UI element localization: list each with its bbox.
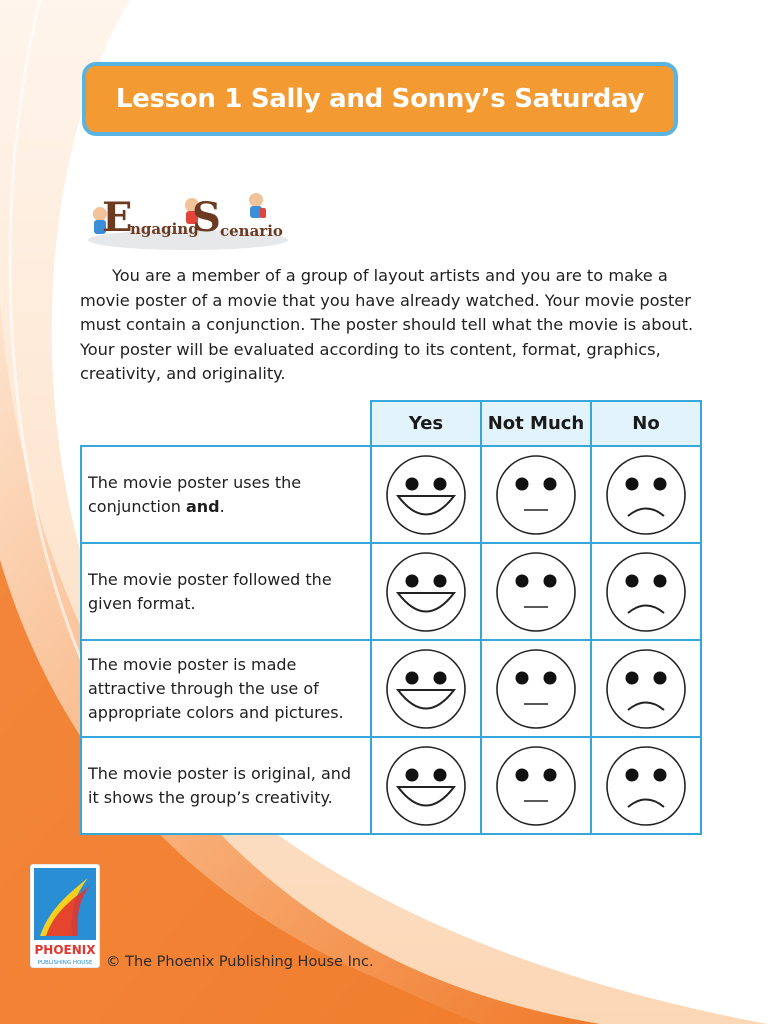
criterion-text-end: . — [219, 496, 225, 516]
rubric-row — [81, 737, 701, 834]
rating-cell-sad[interactable] — [591, 543, 701, 640]
logo-letter-s: S — [192, 194, 221, 241]
rating-cell-sad[interactable] — [591, 446, 701, 543]
rubric-row — [81, 543, 701, 640]
happy-face-icon — [384, 453, 468, 537]
phoenix-logo-sub: PUBLISHING HOUSE — [37, 960, 93, 966]
sad-face-icon — [604, 744, 688, 828]
rating-cell-happy[interactable] — [371, 446, 481, 543]
rubric-header-row — [81, 401, 701, 446]
sad-face-icon — [604, 647, 688, 731]
logo-letter-e: E — [102, 194, 133, 241]
criterion-text-part: The movie poster is original, and it shows the group’s creativity. — [88, 763, 352, 807]
criterion-keyword: and — [185, 496, 220, 516]
scenario-paragraph: You are a member of a group of layout artists and you are to make a movie poster of a movie that you have already watched. Your movie poster must contain a conjunction. The poster should tell what the movie is about. Your poster will be evaluated according to its content, format, graphics, creativity, and originality. — [80, 266, 694, 383]
happy-face-icon — [384, 550, 468, 634]
rubric-table — [80, 400, 702, 835]
lesson-title: Lesson 1 Sally and Sonny’s Saturday — [115, 84, 645, 114]
rating-cell-sad[interactable] — [591, 737, 701, 834]
copyright-notice: © The Phoenix Publishing House Inc. — [106, 954, 374, 970]
lesson-title-banner — [82, 62, 678, 136]
neutral-face-icon — [494, 647, 578, 731]
rubric-header-blank — [81, 401, 371, 446]
phoenix-logo-icon — [30, 864, 100, 968]
sad-face-icon — [604, 550, 688, 634]
criterion-text — [81, 640, 371, 737]
rating-cell-neutral[interactable] — [481, 446, 591, 543]
neutral-face-icon — [494, 550, 578, 634]
criterion-text — [81, 737, 371, 834]
sad-face-icon — [604, 453, 688, 537]
column-header-not-much: Not Much — [481, 401, 591, 446]
criterion-text — [81, 543, 371, 640]
rating-cell-neutral[interactable] — [481, 640, 591, 737]
rating-cell-happy[interactable] — [371, 640, 481, 737]
column-header-yes: Yes — [371, 401, 481, 446]
column-header-no: No — [591, 401, 701, 446]
rubric-row — [81, 446, 701, 543]
happy-face-icon — [384, 744, 468, 828]
criterion-text-part: The movie poster uses the conjunction — [88, 472, 302, 516]
criterion-text-part: The movie poster is made attractive through the use of appropriate colors and pictures. — [88, 654, 344, 722]
rating-cell-neutral[interactable] — [481, 543, 591, 640]
neutral-face-icon — [494, 453, 578, 537]
logo-word-cenario: cenario — [220, 222, 283, 240]
rating-cell-happy[interactable] — [371, 543, 481, 640]
rubric-row — [81, 640, 701, 737]
criterion-text-part: The movie poster followed the given format. — [88, 569, 332, 613]
rating-cell-sad[interactable] — [591, 640, 701, 737]
phoenix-publishing-logo — [30, 864, 100, 968]
logo-word-engaging: ngaging — [130, 220, 199, 238]
criterion-text — [81, 446, 371, 543]
happy-face-icon — [384, 647, 468, 731]
engaging-scenario-logo — [84, 190, 294, 252]
rating-cell-neutral[interactable] — [481, 737, 591, 834]
neutral-face-icon — [494, 744, 578, 828]
rating-cell-happy[interactable] — [371, 737, 481, 834]
phoenix-logo-name: PHOENIX — [34, 943, 96, 957]
